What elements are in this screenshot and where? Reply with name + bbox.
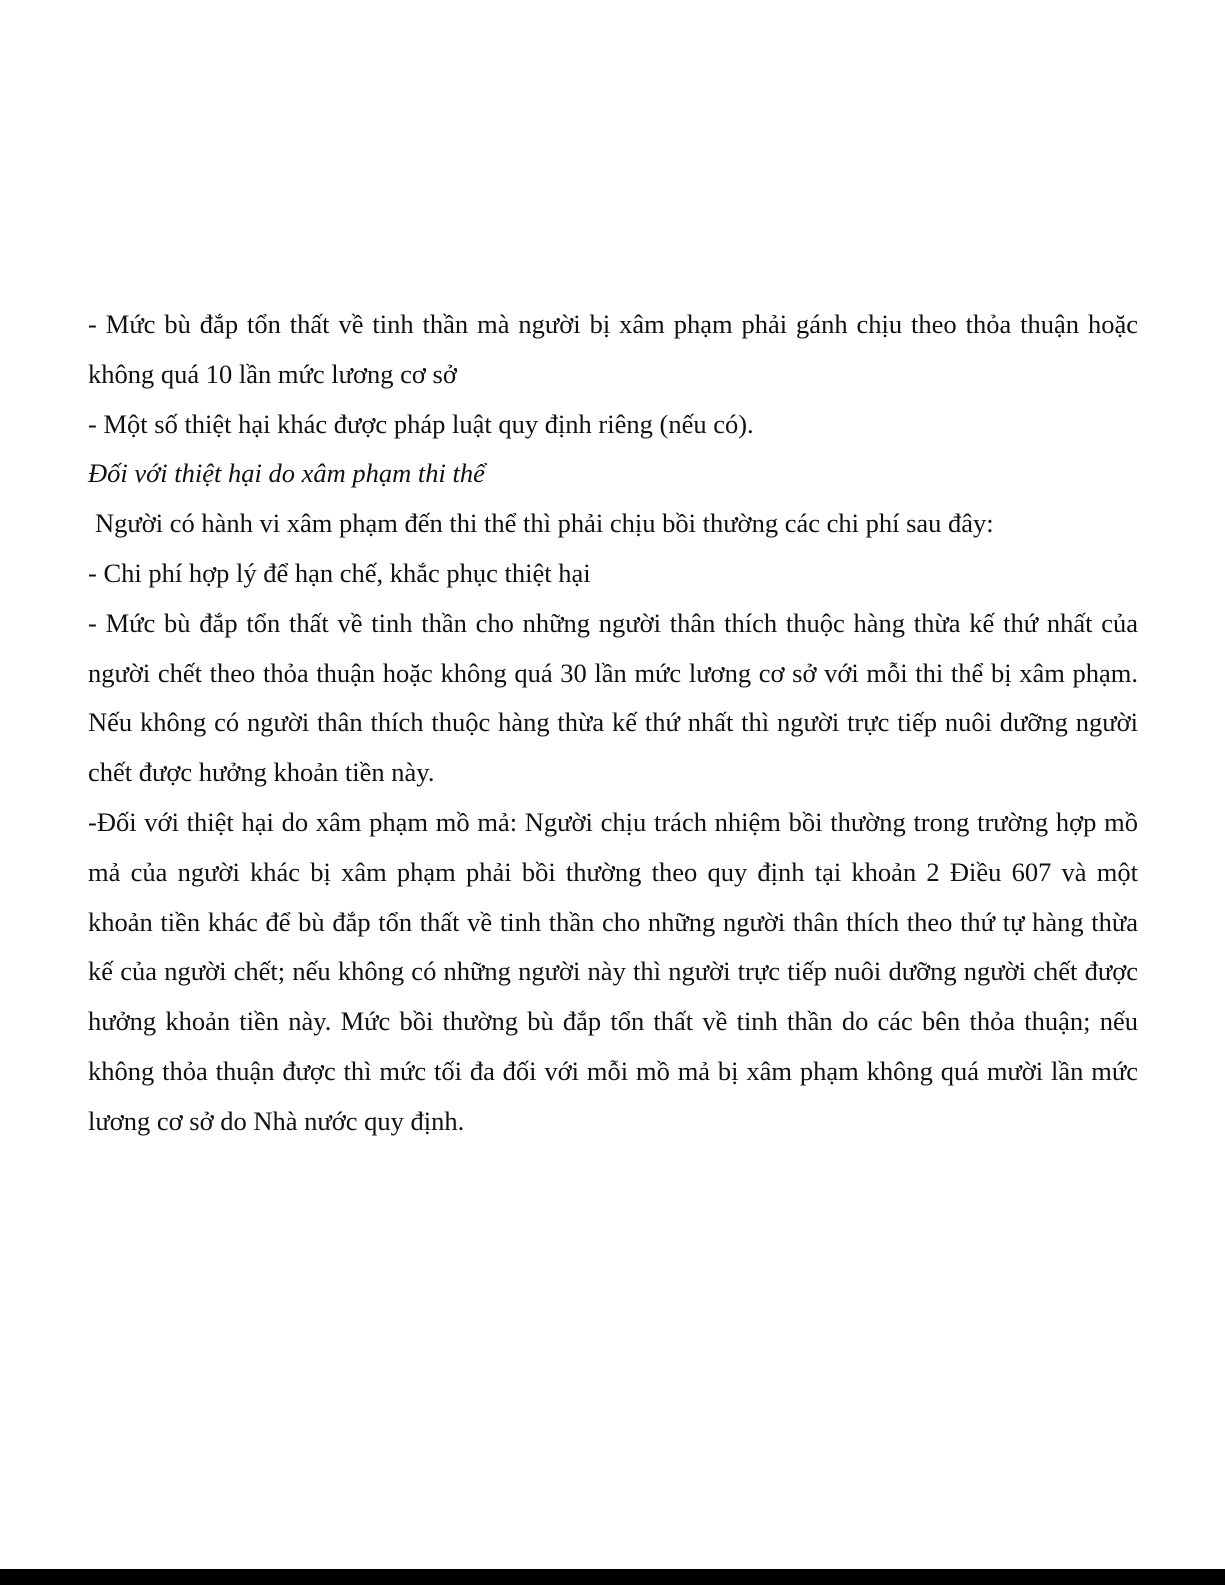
- paragraph-spiritual-loss-compensation: - Mức bù đắp tổn thất về tinh thần mà người bị xâm phạm phải gánh chịu theo thỏa thuận hoặc không quá 10 lần mức lương cơ sở: [88, 309, 1138, 389]
- paragraph-reasonable-costs: - Chi phí hợp lý để hạn chế, khắc phục thiệt hại: [88, 557, 591, 588]
- paragraph-relatives-compensation: - Mức bù đắp tổn thất về tinh thần cho những người thân thích thuộc hàng thừa kế thứ nhất của người chết theo thỏa thuận hoặc không quá 30 lần mức lương cơ sở với mỗi thi thể bị xâm phạm. Nếu không có người thân thích thuộc hàng thừa kế thứ nhất thì người trực tiếp nuôi dưỡng người chết được hưởng khoản tiền này.: [88, 607, 1138, 788]
- paragraph-grave-damage: -Đối với thiệt hại do xâm phạm mồ mả: Người chịu trách nhiệm bồi thường trong trường hợp mồ mả của người khác bị xâm phạm phải bồi thường theo quy định tại khoản 2 Điều 607 và một khoản tiền khác để bù đắp tổn thất về tinh thần cho những người thân thích theo thứ tự hàng thừa kế của người chết; nếu không có những người này thì người trực tiếp nuôi dưỡng người chết được hưởng khoản tiền này. Mức bồi thường bù đắp tổn thất về tinh thần do các bên thỏa thuận; nếu không thỏa thuận được thì mức tối đa đối với mỗi mồ mả bị xâm phạm không quá mười lần mức lương cơ sở do Nhà nước quy định.: [88, 806, 1138, 1136]
- page-bottom-border: [0, 1569, 1225, 1585]
- section-heading-corpse-damage: Đối với thiệt hại do xâm phạm thi thể: [88, 458, 485, 489]
- paragraph-corpse-liability-intro: Người có hành vi xâm phạm đến thi thể thì phải chịu bồi thường các chi phí sau đây:: [95, 508, 994, 539]
- document-body: [88, 300, 1138, 1147]
- paragraph-other-damages: - Một số thiệt hại khác được pháp luật quy định riêng (nếu có).: [88, 408, 754, 439]
